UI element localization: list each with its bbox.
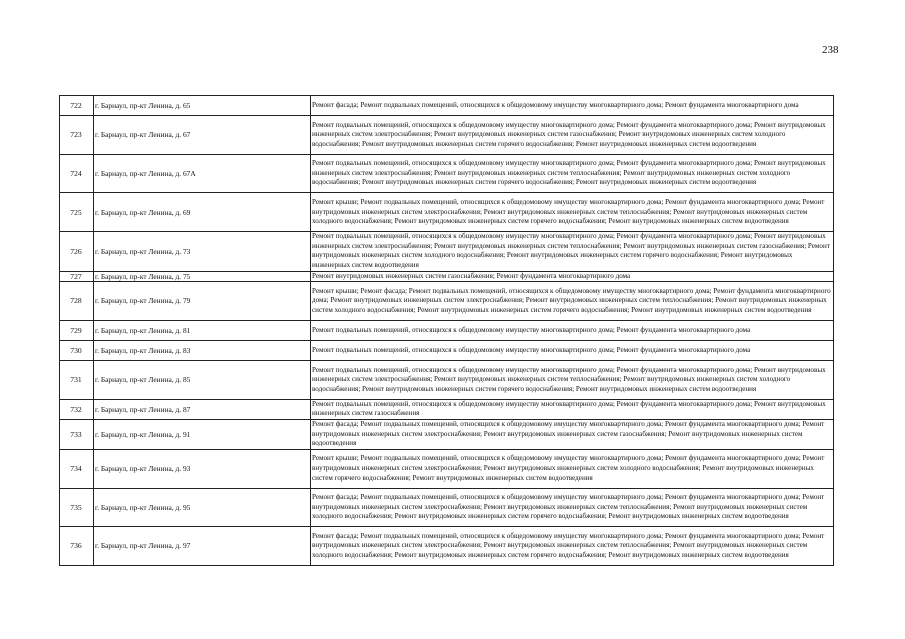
row-number: 736 xyxy=(60,527,94,566)
building-address: г. Барнаул, пр-кт Ленина, д. 73 xyxy=(94,232,311,271)
repair-works: Ремонт крыши; Ремонт подвальных помещений, относящихся к общедомовому имуществу многоквартирного дома; Ремонт фундамента многоквартирного дома; Ремонт внутридомовых инженерных систем электроснабжения; Ремонт внутридомовых инженерных систем холодного водоснабжения; Ремонт внутридомовых инженерных систем горячего водоснабжения; Ремонт внутридомовых инженерных систем водоотведения xyxy=(311,449,834,488)
repair-works: Ремонт фасада; Ремонт подвальных помещений, относящихся к общедомовому имуществу многоквартирного дома; Ремонт фундамента многоквартирного дома; Ремонт внутридомовых инженерных систем электроснабжения; Ремонт внутридомовых инженерных систем газоснабжения; Ремонт внутридомовых инженерных систем водоотведения xyxy=(311,420,834,450)
table-row xyxy=(60,449,834,488)
building-address: г. Барнаул, пр-кт Ленина, д. 85 xyxy=(94,361,311,400)
building-address: г. Барнаул, пр-кт Ленина, д. 65 xyxy=(94,96,311,116)
row-number: 728 xyxy=(60,282,94,321)
building-address: г. Барнаул, пр-кт Ленина, д. 87 xyxy=(94,399,311,419)
row-number: 723 xyxy=(60,116,94,155)
building-address: г. Барнаул, пр-кт Ленина, д. 67 xyxy=(94,116,311,155)
repair-works: Ремонт подвальных помещений, относящихся к общедомовому имуществу многоквартирного дома; Ремонт фундамента многоквартирного дома; Ремонт внутридомовых инженерных систем электроснабжения; Ремонт внутридомовых инженерных систем теплоснабжения; Ремонт внутридомовых инженерных систем холодного водоснабжения; Ремонт внутридомовых инженерных систем горячего водоснабжения; Ремонт внутридомовых инженерных систем водоотведения xyxy=(311,154,834,193)
building-address: г. Барнаул, пр-кт Ленина, д. 67А xyxy=(94,154,311,193)
row-number: 729 xyxy=(60,321,94,341)
row-number: 734 xyxy=(60,449,94,488)
repair-works: Ремонт подвальных помещений, относящихся к общедомовому имуществу многоквартирного дома; Ремонт фундамента многоквартирного дома; Ремонт внутридомовых инженерных систем электроснабжения; Ремонт внутридомовых инженерных систем теплоснабжения; Ремонт внутридомовых инженерных систем холодного водоснабжения; Ремонт внутридомовых инженерных систем горячего водоснабжения; Ремонт внутридомовых инженерных систем водоотведения xyxy=(311,361,834,400)
buildings-repair-table xyxy=(59,95,834,566)
row-number: 731 xyxy=(60,361,94,400)
repair-works: Ремонт внутридомовых инженерных систем газоснабжения; Ремонт фундамента многоквартирного дома xyxy=(311,271,834,282)
building-address: г. Барнаул, пр-кт Ленина, д. 97 xyxy=(94,527,311,566)
building-address: г. Барнаул, пр-кт Ленина, д. 83 xyxy=(94,341,311,361)
building-address: г. Барнаул, пр-кт Ленина, д. 79 xyxy=(94,282,311,321)
building-address: г. Барнаул, пр-кт Ленина, д. 91 xyxy=(94,420,311,450)
repair-works: Ремонт подвальных помещений, относящихся к общедомовому имуществу многоквартирного дома; Ремонт фундамента многоквартирного дома xyxy=(311,321,834,341)
repair-works: Ремонт фасада; Ремонт подвальных помещений, относящихся к общедомовому имуществу многоквартирного дома; Ремонт фундамента многоквартирного дома xyxy=(311,96,834,116)
building-address: г. Барнаул, пр-кт Ленина, д. 93 xyxy=(94,449,311,488)
repair-works: Ремонт фасада; Ремонт подвальных помещений, относящихся к общедомовому имуществу многоквартирного дома; Ремонт фундамента многоквартирного дома; Ремонт внутридомовых инженерных систем электроснабжения; Ремонт внутридомовых инженерных систем теплоснабжения; Ремонт внутридомовых инженерных систем холодного водоснабжения; Ремонт внутридомовых инженерных систем горячего водоснабжения; Ремонт внутридомовых инженерных систем водоотведения xyxy=(311,488,834,527)
repair-works: Ремонт подвальных помещений, относящихся к общедомовому имуществу многоквартирного дома; Ремонт фундамента многоквартирного дома; Ремонт внутридомовых инженерных систем газоснабжения xyxy=(311,399,834,419)
table-row xyxy=(60,232,834,271)
row-number: 730 xyxy=(60,341,94,361)
repair-works: Ремонт фасада; Ремонт подвальных помещений, относящихся к общедомовому имуществу многоквартирного дома; Ремонт фундамента многоквартирного дома; Ремонт внутридомовых инженерных систем электроснабжения; Ремонт внутридомовых инженерных систем теплоснабжения; Ремонт внутридомовых инженерных систем холодного водоснабжения; Ремонт внутридомовых инженерных систем горячего водоснабжения; Ремонт внутридомовых инженерных систем водоотведения xyxy=(311,527,834,566)
row-number: 732 xyxy=(60,399,94,419)
page-number: 238 xyxy=(822,44,839,56)
table-body xyxy=(60,96,834,566)
row-number: 724 xyxy=(60,154,94,193)
building-address: г. Барнаул, пр-кт Ленина, д. 95 xyxy=(94,488,311,527)
table-row xyxy=(60,96,834,116)
table-row xyxy=(60,271,834,282)
building-address: г. Барнаул, пр-кт Ленина, д. 69 xyxy=(94,193,311,232)
table-row xyxy=(60,341,834,361)
row-number: 733 xyxy=(60,420,94,450)
table-row xyxy=(60,154,834,193)
table-row xyxy=(60,399,834,419)
table-row xyxy=(60,282,834,321)
table-row xyxy=(60,321,834,341)
row-number: 726 xyxy=(60,232,94,271)
table-row xyxy=(60,361,834,400)
building-address: г. Барнаул, пр-кт Ленина, д. 81 xyxy=(94,321,311,341)
repair-works: Ремонт крыши; Ремонт фасада; Ремонт подвальных помещений, относящихся к общедомовому имуществу многоквартирного дома; Ремонт фундамента многоквартирного дома; Ремонт внутридомовых инженерных систем электроснабжения; Ремонт внутридомовых инженерных систем теплоснабжения; Ремонт внутридомовых инженерных систем холодного водоснабжения; Ремонт внутридомовых инженерных систем горячего водоснабжения; Ремонт внутридомовых инженерных систем водоотведения xyxy=(311,282,834,321)
row-number: 722 xyxy=(60,96,94,116)
repair-works: Ремонт подвальных помещений, относящихся к общедомовому имуществу многоквартирного дома; Ремонт фундамента многоквартирного дома xyxy=(311,341,834,361)
repair-works: Ремонт крыши; Ремонт подвальных помещений, относящихся к общедомовому имуществу многоквартирного дома; Ремонт фундамента многоквартирного дома; Ремонт внутридомовых инженерных систем электроснабжения; Ремонт внутридомовых инженерных систем теплоснабжения; Ремонт внутридомовых инженерных систем холодного водоснабжения; Ремонт внутридомовых инженерных систем горячего водоснабжения; Ремонт внутридомовых инженерных систем водоотведения xyxy=(311,193,834,232)
table-row xyxy=(60,116,834,155)
repair-works: Ремонт подвальных помещений, относящихся к общедомовому имуществу многоквартирного дома; Ремонт фундамента многоквартирного дома; Ремонт внутридомовых инженерных систем электроснабжения; Ремонт внутридомовых инженерных систем газоснабжения; Ремонт внутридомовых инженерных систем холодного водоснабжения; Ремонт внутридомовых инженерных систем горячего водоснабжения; Ремонт внутридомовых инженерных систем водоотведения xyxy=(311,116,834,155)
table-row xyxy=(60,420,834,450)
table-row xyxy=(60,488,834,527)
row-number: 725 xyxy=(60,193,94,232)
repair-works: Ремонт подвальных помещений, относящихся к общедомовому имуществу многоквартирного дома; Ремонт фундамента многоквартирного дома; Ремонт внутридомовых инженерных систем электроснабжения; Ремонт внутридомовых инженерных систем теплоснабжения; Ремонт внутридомовых инженерных систем газоснабжения; Ремонт внутридомовых инженерных систем холодного водоснабжения; Ремонт внутридомовых инженерных систем горячего водоснабжения; Ремонт внутридомовых инженерных систем водоотведения xyxy=(311,232,834,271)
table-row xyxy=(60,193,834,232)
row-number: 735 xyxy=(60,488,94,527)
row-number: 727 xyxy=(60,271,94,282)
building-address: г. Барнаул, пр-кт Ленина, д. 75 xyxy=(94,271,311,282)
table-row xyxy=(60,527,834,566)
